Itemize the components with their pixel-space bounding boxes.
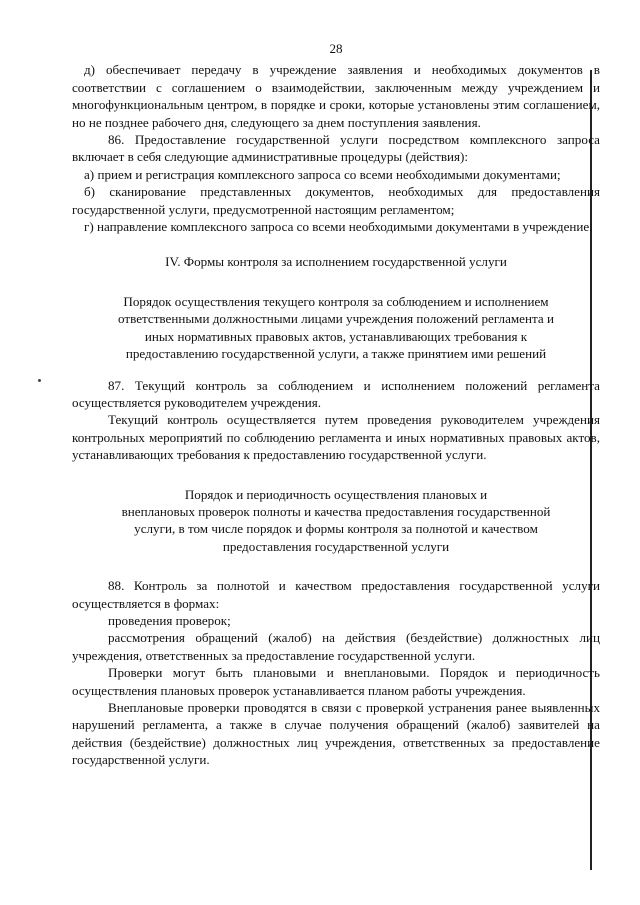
paragraph-current-control: Текущий контроль осуществляется путем проведения руководителем учреждения контрольных мероприятий по соблюдению регламента и иных нормативных правовых актов, устанавливающих требования к предоставлению государственной услуги. <box>72 412 600 463</box>
list-item-inspections: проведения проверок; <box>108 612 231 628</box>
subheading-current-control <box>72 293 600 363</box>
page-number: 28 <box>329 41 343 56</box>
document-page <box>72 40 600 769</box>
list-item-g: г) направление комплексного запроса со всеми необходимыми документами в учреждение. <box>84 219 593 235</box>
scan-speck <box>38 379 41 382</box>
list-item-a: а) прием и регистрация комплексного запроса со всеми необходимыми документами; <box>84 166 561 182</box>
paragraph-86: 86. Предоставление государственной услуги посредством комплексного запроса включает в себя следующие административные процедуры (действия): <box>72 132 600 165</box>
paragraph-unplanned-checks: Внеплановые проверки проводятся в связи с проверкой устранения ранее выявленных нарушений регламента, а также в случае получения обращений (жалоб) заявителей на действия (бездействие) должностных лиц учреждения, ответственных за предоставление государственной услуги. <box>72 700 600 768</box>
list-item-b: б) сканирование представленных документов, необходимых для предоставления государственной услуги, предусмотренной настоящим регламентом; <box>72 184 600 217</box>
subheading-line: предоставлению государственной услуги, а также принятием ими решений <box>125 346 547 362</box>
subheading-inspections <box>72 486 600 556</box>
paragraph-planned-checks: Проверки могут быть плановыми и внеплановыми. Порядок и периодичность осуществления плановых проверок устанавливается планом работы учреждения. <box>72 665 600 698</box>
subheading-line: предоставления государственной услуги <box>222 538 450 554</box>
paragraph-88: 88. Контроль за полнотой и качеством предоставления государственной услуги осуществляется в формах: <box>72 578 600 611</box>
subheading-line: Порядок и периодичность осуществления плановых и <box>184 486 488 502</box>
subheading-line: ответственными должностными лицами учреждения положений регламента и <box>118 311 554 327</box>
subheading-line: услуги, в том числе порядок и формы контроля за полнотой и качеством <box>134 521 538 537</box>
subheading-line: Порядок осуществления текущего контроля за соблюдением и исполнением <box>123 293 549 309</box>
subheading-line: иных нормативных правовых актов, устанавливающих требования к <box>144 328 528 344</box>
list-item-complaints: рассмотрения обращений (жалоб) на действия (бездействие) должностных лиц учреждения, ответственных за предоставление государственной услуги. <box>72 630 600 663</box>
subheading-line: внеплановых проверок полноты и качества предоставления государственной <box>121 503 551 519</box>
paragraph-87: 87. Текущий контроль за соблюдением и исполнением положений регламента осуществляется руководителем учреждения. <box>72 377 600 410</box>
section-title: IV. Формы контроля за исполнением государственной услуги <box>165 254 507 270</box>
paragraph-d: д) обеспечивает передачу в учреждение заявления и необходимых документов в соответствии с соглашением о взаимодействии, заключенным между учреждением и многофункциональным центром, в порядке и сроки, которые установлены этим соглашением, но не позднее рабочего дня, следующего за днем поступления заявления. <box>72 62 600 130</box>
